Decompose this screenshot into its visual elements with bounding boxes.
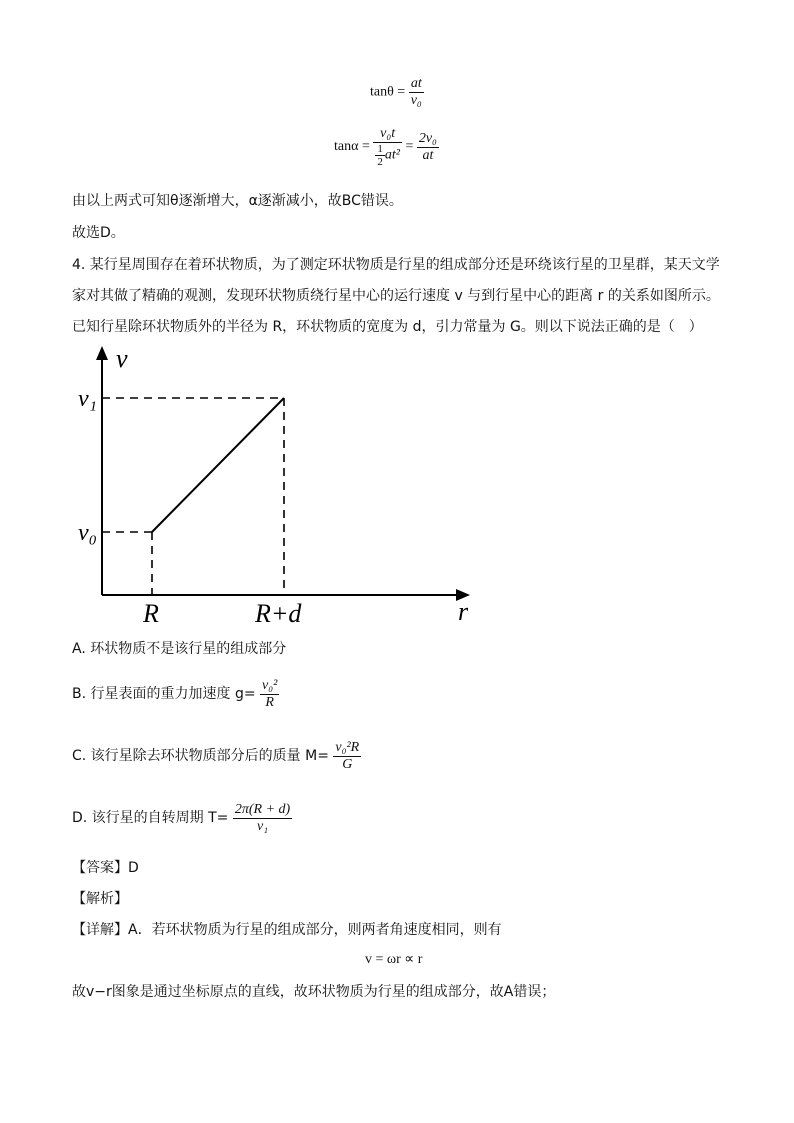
question-line-2: 家对其做了精确的观测，发现环状物质绕行星中心的运行速度 v 与到行星中心的距离 r 的关系如图所示。 — [72, 288, 720, 304]
r-plus-d-label: R+d — [255, 599, 302, 628]
fraction-right: $\frac{\text{2v₀}}{at}$ — [418, 130, 437, 163]
r-label: R — [143, 599, 159, 628]
detail-text: 【详解】A．若环状物质为行星的组成部分，则两者角速度相同，则有 — [72, 922, 502, 938]
option-b-fraction: $\frac{\text{v₀²}}{R}$ — [262, 677, 278, 710]
y-axis-arrow — [96, 346, 108, 360]
velocity-line — [152, 398, 284, 532]
choose-text: 故选D。 — [72, 225, 125, 241]
equation-tan-theta — [370, 76, 424, 109]
eq-lhs: tanθ = — [370, 84, 406, 100]
option-d-fraction: $\frac{2\pi(R + d)}{\text{v₁}}$ — [234, 801, 291, 834]
analysis-heading: 【解析】 — [72, 891, 128, 907]
y-axis-label: v — [116, 344, 128, 373]
fraction-left: v₀t $\frac{1}{2}$ at² — [373, 126, 402, 168]
equation-tan-alpha: tanα = v₀t $\frac{1}{2}$ at² = $\frac{\text{2v₀}}{at}$ — [334, 126, 437, 168]
option-a: A. 环状物质不是该行星的组成部分 — [72, 641, 287, 657]
option-c: C. 该行星除去环状物质部分后的质量 M= $\frac{\text{v₀²R}}{G}$ — [72, 739, 360, 772]
eq-lhs: tanα = — [334, 139, 370, 155]
option-c-fraction: $\frac{\text{v₀²R}}{G}$ — [335, 739, 360, 772]
fraction: $\frac{at}{\text{v₀}}$ — [410, 76, 422, 108]
velocity-distance-graph — [60, 340, 490, 640]
question-line-1: 4. 某行星周围存在着环状物质，为了测定环状物质是行星的组成部分还是环绕该行星的卫星群，某天文学 — [72, 257, 720, 273]
v0-label: v₀ — [78, 520, 97, 546]
option-b: B. 行星表面的重力加速度 g= $\frac{\text{v₀²}}{R}$ — [72, 677, 278, 710]
final-line: 故v−r图象是通过坐标原点的直线，故环状物质为行星的组成部分，故A错误； — [72, 984, 556, 1000]
x-axis-label: r — [458, 597, 469, 626]
conclusion-text: 由以上两式可知θ逐渐增大，α逐渐减小，故BC错误。 — [72, 193, 403, 209]
option-d: D. 该行星的自转周期 T= $\frac{2\pi(R + d)}{\text{v₁}}$ — [72, 801, 291, 834]
v1-label: v₁ — [78, 386, 97, 412]
question-line-3: 已知行星除环状物质外的半径为 R，环状物质的宽度为 d，引力常量为 G。则以下说法正确的是（ ） — [72, 319, 703, 335]
one-half: $\frac{1}{2}$ — [377, 143, 383, 168]
answer: 【答案】D — [72, 860, 139, 876]
equation-v: v = ωr ∝ r — [365, 952, 423, 967]
